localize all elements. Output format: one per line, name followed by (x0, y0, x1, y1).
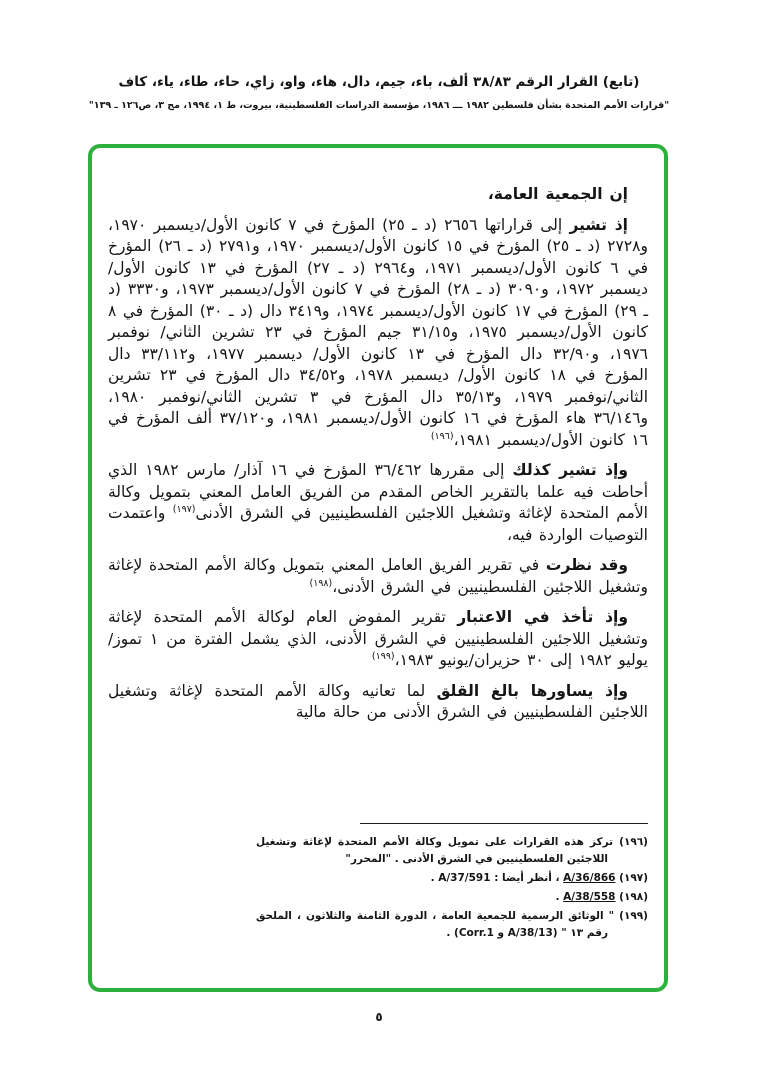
body-paragraph (108, 184, 648, 206)
text-segment: " الوثائق الرسمية للجمعية العامة ، الدورة الثامنة والثلاثون ، الملحق رقم ١٣ " (A/38/13 و Corr.1) . (256, 910, 615, 939)
footnote (256, 870, 648, 887)
content-frame (88, 144, 668, 992)
footnote-reference: (١٩٦) (430, 430, 454, 442)
text-segment: واعتمدت التوصيات الواردة فيه، (108, 504, 648, 544)
text-segment: تقرير المفوض العام لوكالة الأمم المتحدة لإغاثة وتشغيل اللاجئين الفلسطينيين في الشرق الأدنى، الذي يشمل الفترة من ١ تموز/يوليو ١٩٨٢ إلى ٣٠ حزيران/يونيو ١٩٨٣، (108, 608, 648, 669)
body-paragraph (108, 607, 648, 672)
text-segment: وإذ تأخذ في الاعتبار (457, 608, 628, 626)
footnote-reference: (١٩٧) (172, 503, 196, 515)
text-segment: إن الجمعية العامة، (487, 185, 628, 203)
text-segment: وقد نظرت (545, 556, 628, 574)
footnote-list (256, 834, 648, 942)
document-title: (تابع) القرار الرقم ٣٨/٨٣ ألف، باء، جيم، دال، هاء، واو، زاي، حاء، طاء، ياء، كاف (118, 74, 640, 90)
body-paragraph (108, 681, 648, 724)
footnote-number: (١٩٦) (613, 836, 648, 848)
text-segment: في تقرير الفريق العامل المعني بتمويل وكالة الأمم المتحدة لإغاثة وتشغيل اللاجئين الفلسطينيين في الشرق الأدنى، (108, 556, 648, 596)
text-segment: لما تعانيه وكالة الأمم المتحدة لإغاثة وتشغيل اللاجئين الفلسطينيين في الشرق الأدنى من حالة مالية (108, 681, 648, 721)
text-segment: A/38/558 (563, 891, 616, 903)
text-segment: وإذ يساورها بالغ القلق (436, 681, 628, 700)
body-paragraph (108, 215, 648, 452)
page-number: ٥ (375, 1010, 383, 1024)
page-header (0, 74, 758, 111)
text-segment: إذ تشير (569, 215, 628, 234)
text-segment: إلى مقررها ٣٦/٤٦٢ المؤرخ في ١٦ آذار/ مارس ١٩٨٢ الذي أحاطت فيه علما بالتقرير الخاص المقدم من الفريق العامل المعني بتمويل وكالة الأمم المتحدة لإغاثة وتشغيل اللاجئين الفلسطينيين في الشرق الأدنى (108, 461, 648, 522)
footnote-number: (١٩٩) (614, 910, 648, 922)
text-segment: A/36/866 (563, 872, 616, 884)
footnote (256, 834, 648, 868)
footnote-number: (١٩٧) (615, 872, 648, 884)
body-paragraph (108, 460, 648, 546)
text-segment: وإذ تشير كذلك (512, 461, 628, 479)
resolution-body (108, 184, 648, 733)
footnotes-section (256, 823, 648, 945)
footnote-separator-line (360, 823, 648, 825)
text-segment: إلى قراراتها ٢٦٥٦ (د ـ ٢٥) المؤرخ في ٧ كانون الأول/ديسمبر ١٩٧٠، و٢٧٢٨ (د ـ ٢٥) المؤرخ في ١٥ كانون الأول/ديسمبر ١٩٧٠، و٢٧٩١ (د ـ ٢٦) المؤرخ في ٦ كانون الأول/ديسمبر ١٩٧١، و٢٩٦٤ (د ـ ٢٧) المؤرخ في ١٣ كانون الأول/ديسمبر ١٩٧٢، و٣٠٩٠ (د ـ ٢٨) المؤرخ في ٧ كانون الأول/ديسمبر ١٩٧٣، و٣٣٣٠ (د ـ ٢٩) المؤرخ في ١٧ كانون الأول/ديسمبر ١٩٧٤، و٣٤١٩ دال (د ـ ٣٠) المؤرخ في ٨ كانون الأول/ديسمبر ١٩٧٥، و٣١/١٥ جيم المؤرخ في ٢٣ تشرين الثاني/ نوفمبر ١٩٧٦، و٣٢/٩٠ دال المؤرخ في ١٣ كانون الأول/ ديسمبر ١٩٧٧، و٣٣/١١٢ دال المؤرخ في ١٨ كانون الأول/ ديسمبر ١٩٧٨، و٣٤/٥٢ دال المؤرخ في ٢٣ تشرين الثاني/نوفمبر ١٩٧٩، و٣٥/١٣ دال المؤرخ في ٣ تشرين الثاني/نوفمبر ١٩٨٠، و٣٦/١٤٦ هاء المؤرخ في ١٦ كانون الأول/ديسمبر ١٩٨١، و٣٧/١٢٠ ألف المؤرخ في ١٦ كانون الأول/ديسمبر ١٩٨١، (108, 215, 649, 449)
text-segment: . (555, 891, 564, 903)
footnote (256, 908, 648, 942)
document-citation: "قرارات الأمم المتحدة بشأن فلسطين ١٩٨٢ ـــ ١٩٨٦، مؤسسة الدراسات الفلسطينية، بيروت، ط ١، ١٩٩٤، مج ٣، ص١٢٦ ـ ١٣٩" (88, 100, 670, 111)
body-paragraph (108, 555, 648, 598)
footnote (256, 889, 648, 906)
footnote-reference: (١٩٩) (371, 650, 395, 662)
text-segment: تركز هذه القرارات على تمويل وكالة الأمم المتحدة لإغاثة وتشغيل اللاجئين الفلسطينيين في الشرق الأدنى . "المحرر" (256, 836, 614, 865)
footnote-reference: (١٩٨) (309, 577, 333, 589)
text-segment: ، أنظر أيضا : A/37/591 . (430, 872, 564, 884)
footnote-number: (١٩٨) (615, 891, 648, 903)
